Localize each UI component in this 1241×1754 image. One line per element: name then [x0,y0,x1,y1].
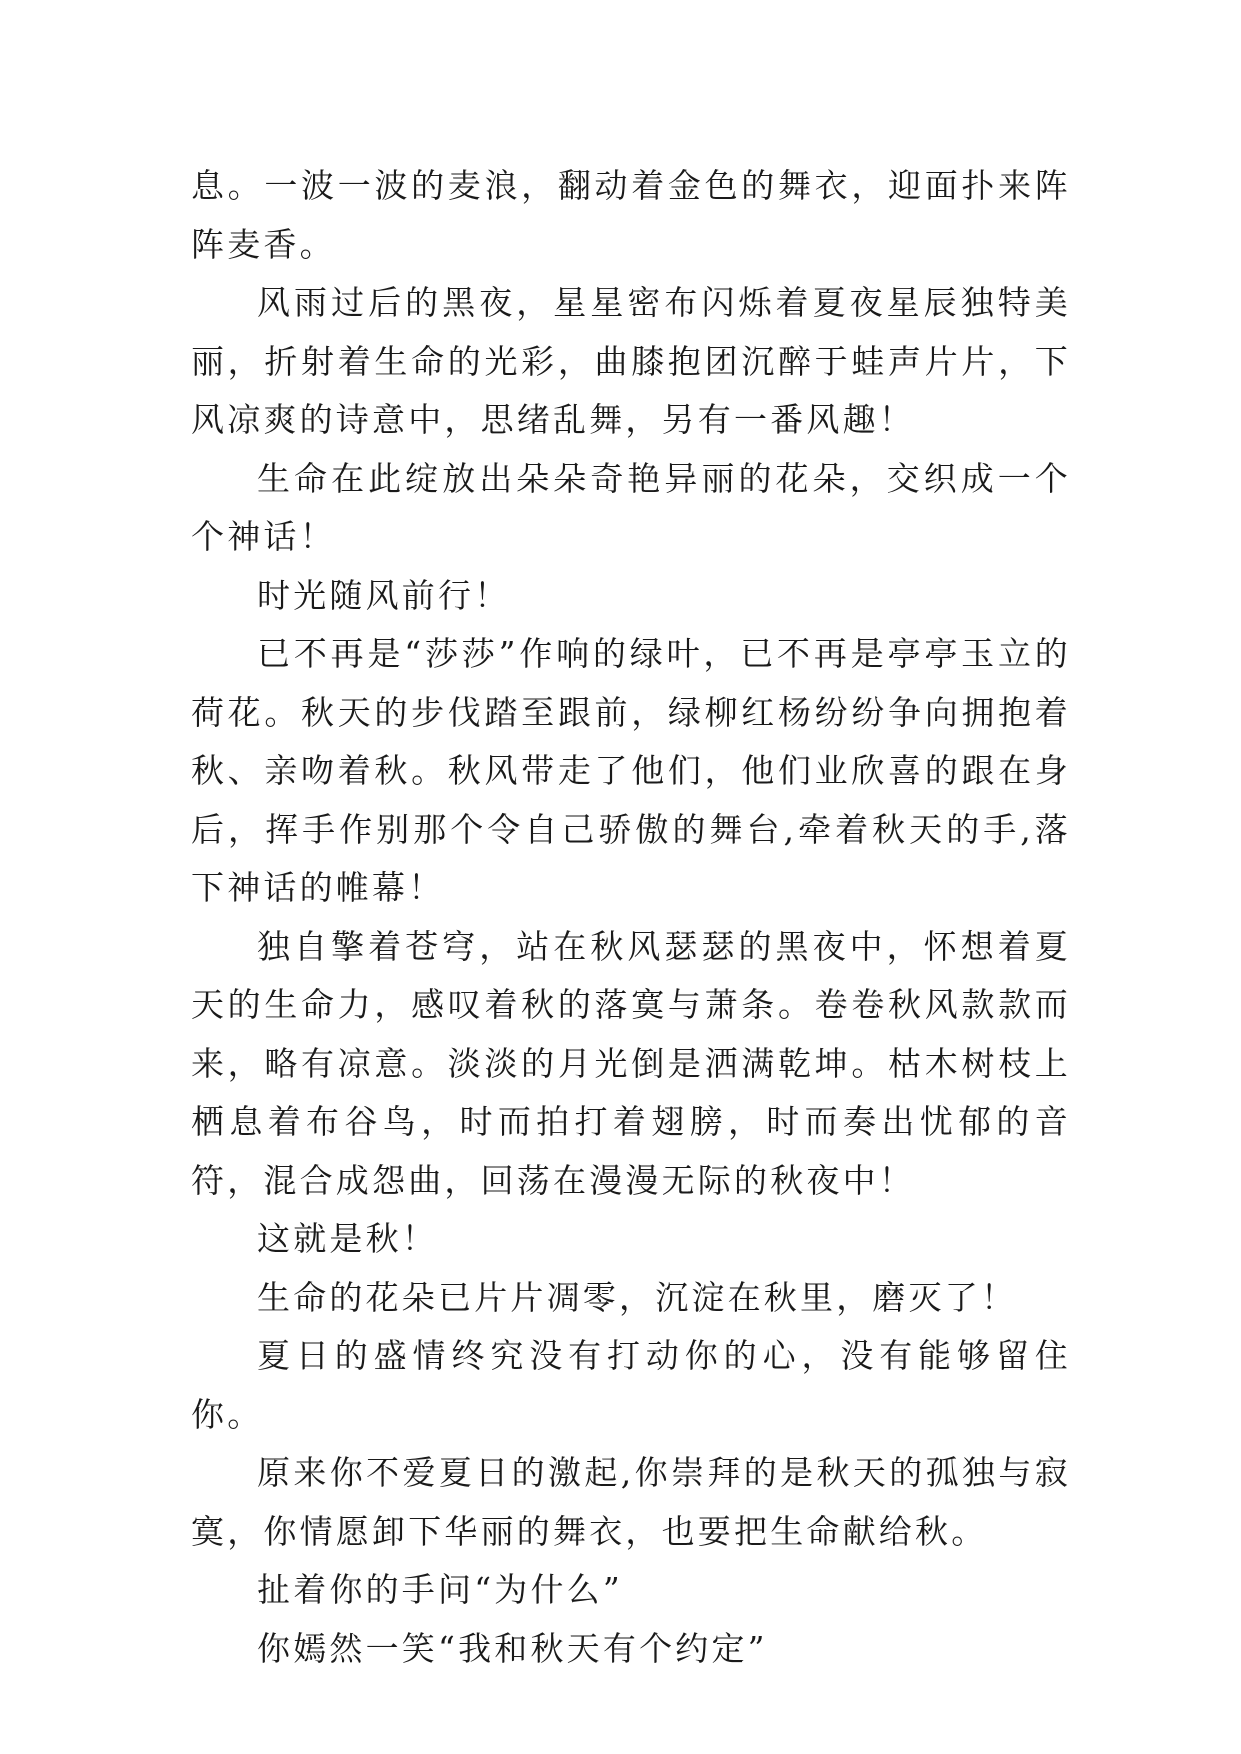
paragraph: 扯着你的手问“为什么” [257,1570,623,1609]
paragraph: 生命在此绽放出朵朵奇艳异丽的花朵，交织成一个个神话！ [191,458,1071,556]
paragraph: 时光随风前行！ [257,575,511,615]
body-text [191,157,1071,1678]
paragraph: 独自擎着苍穹，站在秋风瑟瑟的黑夜中，怀想着夏天的生命力，感叹着秋的落寞与萧条。卷卷秋风款款而来，略有凉意。淡淡的月光倒是洒满乾坤。枯木树枝上栖息着布谷鸟，时而拍打着翅膀，时而奏出忧郁的音符，混合成怨曲，回荡在漫漫无际的秋夜中！ [191,926,1071,1200]
paragraph: 夏日的盛情终究没有打动你的心，没有能够留住你。 [191,1336,1071,1434]
paragraph: 这就是秋！ [257,1219,438,1258]
paragraph: 原来你不爱夏日的激起,你崇拜的是秋天的孤独与寂寞，你情愿卸下华丽的舞衣，也要把生命献给秋。 [191,1453,1071,1551]
paragraph: 风雨过后的黑夜，星星密布闪烁着夏夜星辰独特美丽，折射着生命的光彩，曲膝抱团沉醉于蛙声片片，下风凉爽的诗意中，思绪乱舞，另有一番风趣！ [191,283,1071,439]
paragraph: 息。一波一波的麦浪，翻动着金色的舞衣，迎面扑来阵阵麦香。 [191,166,1071,264]
paragraph: 已不再是“莎莎”作响的绿叶，已不再是亭亭玉立的荷花。秋天的步伐踏至跟前，绿柳红杨纷纷争向拥抱着秋、亲吻着秋。秋风带走了他们，他们业欣喜的跟在身后，挥手作别那个令自己骄傲的舞台,牵着秋天的手,落下神话的帷幕！ [191,634,1071,907]
paragraph: 生命的花朵已片片凋零，沉淀在秋里，磨灭了！ [257,1277,1018,1317]
paragraph: 你嫣然一笑“我和秋天有个约定” [257,1628,768,1668]
